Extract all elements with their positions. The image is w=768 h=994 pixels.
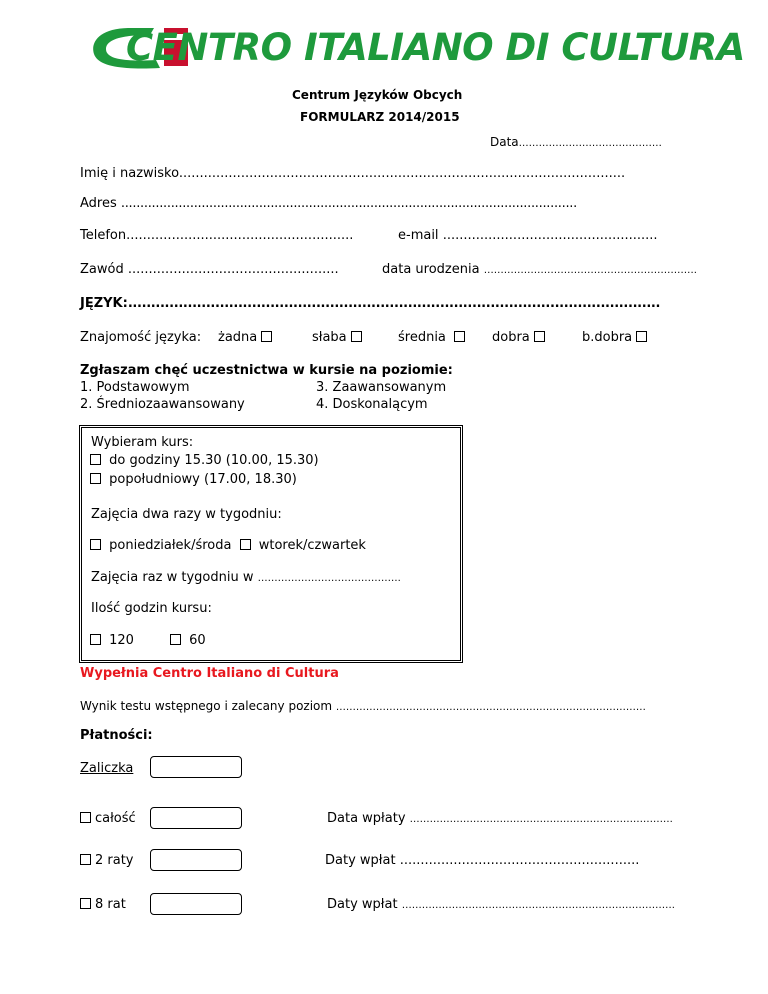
two-date-field[interactable] (325, 853, 639, 868)
knowledge-option-good[interactable] (492, 330, 549, 345)
logo-text: CENTRO ITALIANO DI CULTURA (126, 26, 745, 69)
date-line (490, 135, 662, 149)
hours-option-label: 120 (109, 633, 134, 648)
option-mon-wed: poniedziałek/środa (109, 538, 232, 553)
eight-date-field[interactable] (327, 897, 675, 912)
once-weekly-field[interactable] (91, 570, 401, 585)
full-date-field[interactable] (327, 811, 673, 826)
language-dots: .................................................................................................................... (127, 296, 661, 311)
full-payment-option[interactable] (76, 811, 136, 826)
course-section (79, 425, 463, 663)
payments-heading: Płatności: (80, 728, 153, 743)
email-dots: .................................................... (442, 228, 658, 243)
full-date-dots: ……………………………………………………………………. (409, 814, 673, 825)
checkbox[interactable] (90, 473, 101, 484)
language-label: JĘZYK: (80, 296, 128, 311)
language-field[interactable] (80, 296, 660, 311)
knowledge-option-weak[interactable] (312, 330, 366, 345)
email-field[interactable] (398, 228, 658, 243)
checkbox[interactable] (636, 331, 647, 342)
checkbox[interactable] (261, 331, 272, 342)
twice-weekly-options (86, 538, 366, 553)
knowledge-option-label: dobra (492, 330, 530, 345)
eight-installments-label: 8 rat (95, 897, 126, 912)
once-weekly-dots: ……………………………………. (257, 573, 401, 584)
two-date-label: Daty wpłat (325, 853, 396, 868)
checkbox[interactable] (90, 454, 101, 465)
name-dots: ............................................................................................................ (178, 166, 626, 181)
phone-label: Telefon (80, 228, 127, 243)
date-dots: ………………….………………… (518, 138, 662, 149)
checkbox[interactable] (240, 539, 251, 550)
eight-date-label: Daty wpłat (327, 897, 398, 912)
address-dots: ....................................................................................................................... (120, 196, 577, 211)
hours-label: Ilość godzin kursu: (91, 601, 212, 616)
checkbox[interactable] (80, 898, 91, 909)
once-weekly-label: Zajęcia raz w tygodniu w (91, 570, 254, 585)
test-result-label: Wynik testu wstępnego i zalecany poziom (80, 699, 333, 713)
level-option-1[interactable]: 1. Podstawowym (80, 380, 190, 395)
knowledge-option-label: słaba (312, 330, 347, 345)
checkbox[interactable] (351, 331, 362, 342)
job-field[interactable] (80, 262, 339, 277)
knowledge-option-label: b.dobra (582, 330, 633, 345)
checkbox[interactable] (80, 854, 91, 865)
full-amount-box[interactable] (150, 807, 242, 829)
course-option-label: popołudniowy (17.00, 18.30) (109, 472, 297, 487)
two-installments-label: 2 raty (95, 853, 134, 868)
checkbox[interactable] (454, 331, 465, 342)
address-label: Adres (80, 196, 117, 211)
form-title: FORMULARZ 2014/2015 (300, 110, 460, 124)
date-label: Data (490, 135, 519, 149)
two-installments-box[interactable] (150, 849, 242, 871)
full-date-label: Data wpłaty (327, 811, 406, 826)
level-option-2[interactable]: 2. Średniozaawansowany (80, 397, 245, 412)
full-payment-label: całość (95, 811, 136, 826)
office-heading: Wypełnia Centro Italiano di Cultura (80, 666, 339, 681)
name-label: Imię i nazwisko (80, 166, 179, 181)
hours-option-60[interactable] (166, 633, 206, 648)
two-installments-option[interactable] (76, 853, 134, 868)
name-field[interactable] (80, 166, 625, 181)
birth-dots: ………………………………………………………. (483, 265, 697, 276)
level-heading: Zgłaszam chęć uczestnictwa w kursie na poziomie: (80, 363, 453, 378)
course-choose-label: Wybieram kurs: (91, 435, 194, 450)
checkbox[interactable] (170, 634, 181, 645)
logo (90, 22, 745, 72)
option-tue-thu: wtorek/czwartek (258, 538, 366, 553)
knowledge-option-label: średnia (398, 330, 446, 345)
eight-installments-box[interactable] (150, 893, 242, 915)
advance-label: Zaliczka (80, 761, 134, 776)
checkbox[interactable] (80, 812, 91, 823)
knowledge-option-very-good[interactable] (582, 330, 651, 345)
hours-option-120[interactable] (86, 633, 134, 648)
hours-option-label: 60 (189, 633, 206, 648)
level-option-3[interactable]: 3. Zaawansowanym (316, 380, 447, 395)
birth-field[interactable] (382, 262, 697, 277)
job-dots: ................................................... (127, 262, 339, 277)
eight-date-dots: ………………………………………………………………………. (401, 900, 675, 911)
address-field[interactable] (80, 196, 577, 211)
level-option-4[interactable]: 4. Doskonalącym (316, 397, 428, 412)
checkbox[interactable] (90, 634, 101, 645)
knowledge-option-medium[interactable] (398, 330, 469, 345)
test-result-field[interactable] (80, 699, 646, 713)
subtitle: Centrum Języków Obcych (292, 88, 463, 102)
course-option-afternoon[interactable] (86, 472, 297, 487)
knowledge-option-none[interactable] (218, 330, 276, 345)
two-date-dots: .......................................................... (399, 853, 640, 868)
checkbox[interactable] (534, 331, 545, 342)
advance-amount-box[interactable] (150, 756, 242, 778)
checkbox[interactable] (90, 539, 101, 550)
course-option-label: do godziny 15.30 (10.00, 15.30) (109, 453, 319, 468)
knowledge-label: Znajomość języka: (80, 330, 202, 345)
knowledge-option-label: żadna (218, 330, 258, 345)
test-result-dots: ………………………………………………………………………………… (335, 702, 646, 713)
job-label: Zawód (80, 262, 124, 277)
phone-field[interactable] (80, 228, 353, 243)
eight-installments-option[interactable] (76, 897, 126, 912)
phone-dots: ....................................................... (126, 228, 354, 243)
birth-label: data urodzenia (382, 262, 480, 277)
course-option-morning[interactable] (86, 453, 319, 468)
email-label: e-mail (398, 228, 439, 243)
twice-weekly-label: Zajęcia dwa razy w tygodniu: (91, 507, 282, 522)
